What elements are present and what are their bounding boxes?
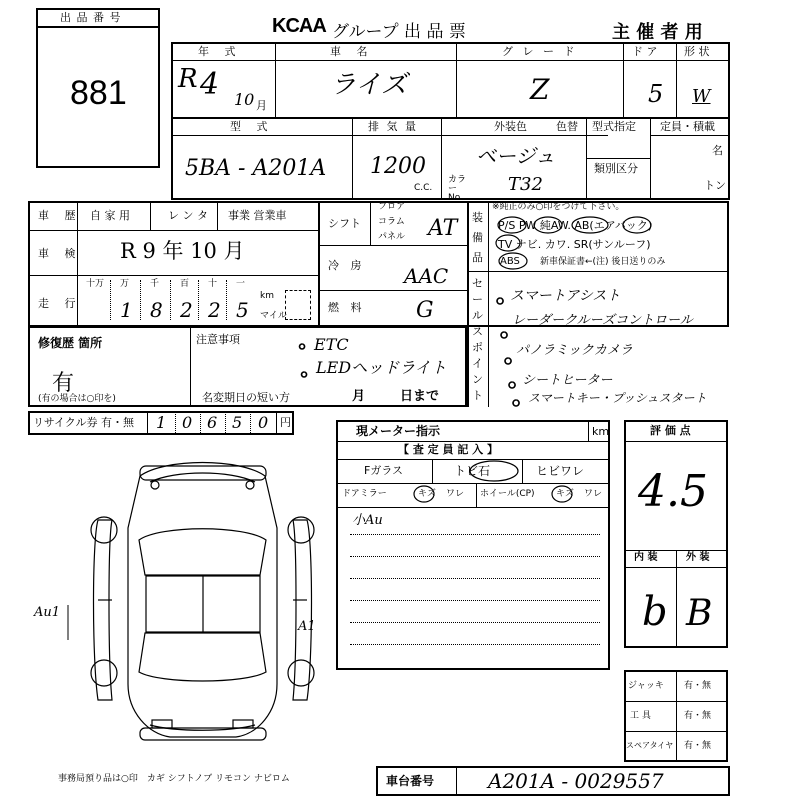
glass-label: Fガラス bbox=[364, 464, 403, 477]
meter-label: 現メーター指示 bbox=[356, 424, 441, 438]
mileage-label: 走 行 bbox=[38, 297, 82, 310]
shift-option-panel[interactable]: パネル bbox=[378, 232, 406, 242]
mileage-unit-10: 十 bbox=[208, 279, 218, 289]
color-label: 外装色 bbox=[494, 120, 527, 133]
circle-pw bbox=[534, 217, 562, 233]
color-change-label: 色替 bbox=[556, 120, 578, 133]
accessory-spare-value[interactable]: 有・無 bbox=[684, 741, 712, 751]
ac-label: 冷 房 bbox=[328, 259, 366, 272]
color-no-value: T32 bbox=[508, 174, 543, 195]
form-title: グループ 出 品 票 bbox=[332, 22, 466, 42]
circle-glass-chip bbox=[470, 461, 518, 481]
equipment-label: 装 備 品 bbox=[472, 211, 483, 264]
grade-label: グ レ ー ド bbox=[502, 45, 578, 58]
circle-ps bbox=[498, 217, 526, 233]
inspection-value: R 9 年 10 月 bbox=[120, 239, 245, 263]
deadline-month: 月 bbox=[352, 389, 366, 404]
caution-label: 注意事項 bbox=[196, 333, 240, 346]
fuel-label: 燃 料 bbox=[328, 301, 366, 314]
recycle-digit-4: 5 bbox=[232, 413, 243, 432]
km-label: km bbox=[260, 291, 274, 301]
mileage-digit-4: 2 bbox=[208, 298, 221, 322]
capacity-label: 定員・積載 bbox=[660, 120, 715, 133]
displacement-label: 排 気 量 bbox=[368, 120, 418, 133]
mileage-digit-2: 8 bbox=[150, 298, 163, 322]
shift-value: AT bbox=[428, 216, 458, 241]
accessory-spare-label: スペアタイヤ bbox=[626, 741, 674, 750]
equipment-row-3: 新車保証書←(注) 後日送りのみ bbox=[540, 257, 666, 267]
model-name: ライズ bbox=[330, 70, 407, 100]
displacement-value: 1200 bbox=[370, 154, 426, 179]
circle-ab bbox=[623, 217, 651, 233]
color-no-label: カラー No. bbox=[448, 175, 467, 203]
sales-point-4: シートヒーター bbox=[522, 373, 613, 388]
color-value: ベージュ bbox=[476, 144, 556, 168]
shift-option-column[interactable]: コラム bbox=[378, 217, 405, 227]
type-code: 5BA - A201A bbox=[185, 156, 327, 181]
repair-note: (有の場合は○印を) bbox=[38, 394, 116, 404]
lot-number-label: 出 品 番 号 bbox=[60, 11, 122, 24]
wheel-option-crack[interactable]: ワレ bbox=[584, 489, 603, 499]
sales-point-3: パノラミックカメラ bbox=[516, 343, 633, 358]
wheel-label: ホイール(CP) bbox=[480, 489, 535, 499]
repair-value: 有 bbox=[52, 371, 75, 396]
mileage-unit-10k: 万 bbox=[120, 279, 130, 289]
doors-value: 5 bbox=[648, 80, 664, 108]
mileage-digit-1: 1 bbox=[120, 298, 133, 322]
meter-unit: km bbox=[592, 425, 610, 438]
diagram-left-note: Au1 bbox=[34, 605, 61, 620]
grade-value: Z bbox=[530, 73, 550, 106]
year-month: 10 bbox=[234, 90, 255, 109]
mirror-option-crack[interactable]: ワレ bbox=[446, 489, 465, 499]
mile-label: マイル bbox=[260, 311, 287, 321]
circle-abs bbox=[499, 253, 527, 269]
copy-type: 主 催 者 用 bbox=[612, 22, 703, 43]
recycle-digit-1: 1 bbox=[156, 413, 167, 432]
cc-unit: C.C. bbox=[414, 183, 433, 193]
office-note: 事務局預り品は○印 カギ シフトノブ リモコン ナビロム bbox=[58, 774, 290, 784]
mileage-digit-5: 5 bbox=[236, 298, 249, 322]
recycle-digit-3: 6 bbox=[207, 413, 218, 432]
shift-label: シフト bbox=[328, 217, 361, 230]
deadline-label: 名変期日の短い方 bbox=[202, 391, 290, 404]
exterior-label: 外 装 bbox=[686, 552, 710, 563]
body-value: W bbox=[692, 86, 711, 107]
glass-option-chip[interactable]: トビ石 bbox=[454, 464, 491, 478]
designation-label: 型式指定 bbox=[592, 120, 636, 133]
accessory-tools-label: 工 具 bbox=[630, 711, 651, 721]
persons-unit: 名 bbox=[712, 144, 723, 157]
fuel-value: G bbox=[416, 298, 434, 323]
mileage-unit-1: 一 bbox=[236, 279, 246, 289]
caution-item-1: ETC bbox=[314, 335, 349, 354]
chassis-number: A201A - 0029557 bbox=[488, 769, 664, 793]
diagram-right-note: A1 bbox=[298, 619, 316, 634]
mileage-unit-1k: 千 bbox=[150, 279, 160, 289]
recycle-label[interactable]: リサイクル券 有・無 bbox=[33, 416, 134, 429]
circle-wheel-scratch bbox=[552, 486, 572, 502]
inspector-note: 小Au bbox=[352, 513, 383, 528]
year-era: R bbox=[178, 64, 198, 94]
accessory-tools-value[interactable]: 有・無 bbox=[684, 711, 712, 721]
history-label: 車 歴 bbox=[38, 209, 82, 222]
chassis-label: 車台番号 bbox=[386, 774, 435, 788]
body-label: 形 状 bbox=[684, 45, 710, 58]
inspector-header: 【 査 定 員 記 入 】 bbox=[398, 443, 498, 456]
circle-aw bbox=[572, 217, 608, 233]
exterior-score: B bbox=[686, 593, 713, 634]
score-label: 評 価 点 bbox=[650, 424, 691, 437]
repair-label: 修復歴 箇所 bbox=[38, 336, 103, 350]
sales-point-2: レーダークルーズコントロール bbox=[512, 313, 693, 328]
ac-value: AAC bbox=[404, 264, 449, 288]
caution-item-2: LEDヘッドライト bbox=[316, 358, 447, 377]
circle-mirror-scratch bbox=[414, 486, 434, 502]
equipment-abs[interactable]: ABS bbox=[500, 256, 520, 267]
history-option-private[interactable]: 自 家 用 bbox=[90, 209, 130, 222]
lot-number: 881 bbox=[70, 74, 127, 112]
accessory-jack-value[interactable]: 有・無 bbox=[684, 681, 712, 691]
glass-option-crack[interactable]: ヒビワレ bbox=[536, 464, 585, 478]
year-value: 4 bbox=[200, 67, 220, 102]
mileage-digit-3: 2 bbox=[180, 298, 193, 322]
month-unit: 月 bbox=[256, 99, 267, 112]
category-label: 類別区分 bbox=[594, 162, 638, 175]
history-option-commercial[interactable]: 事業 営業車 bbox=[228, 209, 287, 222]
wheel-option-scratch[interactable]: キズ bbox=[556, 489, 574, 499]
tons-unit: トン bbox=[704, 179, 726, 192]
sales-point-5: スマートキー・プッシュスタート bbox=[528, 391, 707, 405]
year-label: 年 式 bbox=[198, 45, 242, 58]
recycle-digit-5: 0 bbox=[258, 413, 269, 432]
mileage-unit-100: 百 bbox=[180, 279, 190, 289]
sales-point-1: スマートアシスト bbox=[510, 288, 621, 304]
interior-score: b bbox=[642, 589, 668, 635]
equipment-row-2[interactable]: TV ナビ. カワ. SR(サンルーフ) bbox=[498, 238, 651, 251]
deadline-day: 日まで bbox=[400, 389, 440, 404]
mirror-label: ドアミラー bbox=[342, 489, 387, 499]
inspection-label: 車 検 bbox=[38, 247, 82, 260]
type-label: 型 式 bbox=[230, 120, 274, 133]
equipment-row-1[interactable]: P/S PW 純AW. AB(エアバック) bbox=[498, 219, 653, 232]
recycle-digit-2: 0 bbox=[182, 413, 193, 432]
circle-tv bbox=[496, 235, 520, 251]
shift-option-floor[interactable]: フロア bbox=[378, 202, 406, 212]
mileage-unit-100k: 十万 bbox=[86, 279, 105, 289]
sales-points-label: セールスポイント bbox=[472, 277, 483, 402]
score-value: 4.5 bbox=[638, 466, 708, 517]
mirror-option-scratch[interactable]: キズ bbox=[418, 489, 436, 499]
equipment-note: ※純正のみ○印をつけて下さい。 bbox=[492, 202, 625, 212]
interior-label: 内 装 bbox=[634, 552, 658, 563]
doors-label: ド ア bbox=[632, 45, 658, 58]
history-option-rental[interactable]: レ ン タ bbox=[168, 209, 208, 222]
recycle-unit: 円 bbox=[280, 416, 291, 429]
accessory-jack-label: ジャッキ bbox=[628, 681, 664, 691]
model-label: 車 名 bbox=[330, 45, 374, 58]
brand-logo: KCAA bbox=[272, 15, 326, 37]
